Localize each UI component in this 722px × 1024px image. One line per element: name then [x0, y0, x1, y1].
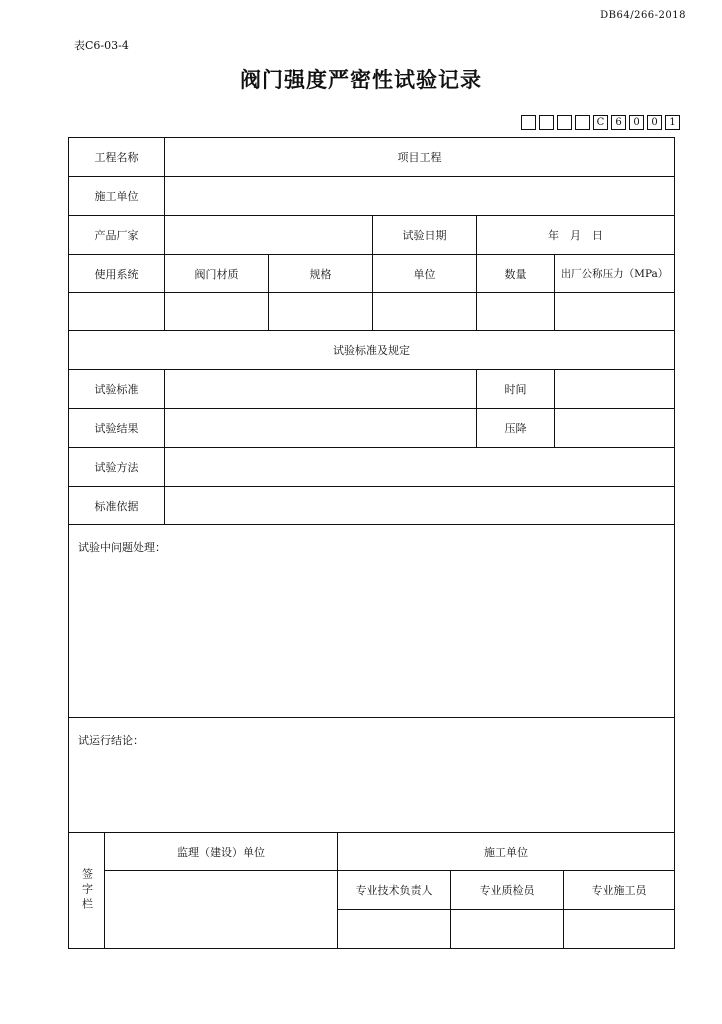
problems-section[interactable]	[68, 524, 675, 718]
unit-field[interactable]	[372, 292, 477, 331]
problems-label: 试验中问题处理：	[78, 541, 166, 554]
code-box[interactable]	[557, 115, 572, 130]
test-method-label: 试验方法	[68, 447, 165, 487]
code-box: 6	[611, 115, 626, 130]
code-box: 1	[665, 115, 680, 130]
test-standard-field[interactable]	[164, 369, 477, 409]
pressure-label: 出厂公称压力（MPa）	[554, 254, 675, 293]
page-title: 阀门强度严密性试验记录	[240, 67, 482, 92]
pressure-drop-field[interactable]	[554, 408, 675, 448]
code-box: 0	[647, 115, 662, 130]
test-date-label: 试验日期	[372, 215, 477, 255]
signature-label: 签字栏	[68, 832, 105, 949]
form-number: 表C6-03-4	[74, 39, 129, 52]
pressure-drop-label: 压降	[476, 408, 555, 448]
code-box[interactable]	[575, 115, 590, 130]
construction-unit-label: 施工单位	[68, 176, 165, 216]
valve-material-label: 阀门材质	[164, 254, 269, 293]
spec-field[interactable]	[268, 292, 373, 331]
pressure-field[interactable]	[554, 292, 675, 331]
project-name-value[interactable]: 项目工程	[164, 137, 675, 177]
standard-code: DB64/266-2018	[600, 10, 686, 21]
test-result-field[interactable]	[164, 408, 477, 448]
time-label: 时间	[476, 369, 555, 409]
spec-label: 规格	[268, 254, 373, 293]
test-method-field[interactable]	[164, 447, 675, 487]
time-field[interactable]	[554, 369, 675, 409]
conclusion-label: 试运行结论：	[78, 734, 144, 747]
code-box: 0	[629, 115, 644, 130]
supervision-unit-label: 监理（建设）单位	[104, 832, 338, 871]
test-standard-label: 试验标准	[68, 369, 165, 409]
worker-label: 专业施工员	[563, 870, 675, 910]
record-code	[521, 115, 683, 130]
quantity-field[interactable]	[476, 292, 555, 331]
qc-signature-field[interactable]	[450, 909, 564, 949]
test-result-label: 试验结果	[68, 408, 165, 448]
qc-label: 专业质检员	[450, 870, 564, 910]
supervision-signature-field[interactable]	[104, 870, 338, 949]
code-box[interactable]	[539, 115, 554, 130]
quantity-label: 数量	[476, 254, 555, 293]
construction-unit-field[interactable]	[164, 176, 675, 216]
project-name-label: 工程名称	[68, 137, 165, 177]
worker-signature-field[interactable]	[563, 909, 675, 949]
construction-unit-sign-label: 施工单位	[337, 832, 675, 871]
basis-field[interactable]	[164, 486, 675, 525]
tech-lead-signature-field[interactable]	[337, 909, 451, 949]
standards-header: 试验标准及规定	[68, 330, 675, 370]
code-box[interactable]	[521, 115, 536, 130]
valve-material-field[interactable]	[164, 292, 269, 331]
code-box: C	[593, 115, 608, 130]
conclusion-section[interactable]	[68, 717, 675, 833]
system-field[interactable]	[68, 292, 165, 331]
manufacturer-label: 产品厂家	[68, 215, 165, 255]
system-label: 使用系统	[68, 254, 165, 293]
test-date-value[interactable]: 年 月 日	[476, 215, 675, 255]
manufacturer-field[interactable]	[164, 215, 373, 255]
unit-label: 单位	[372, 254, 477, 293]
basis-label: 标准依据	[68, 486, 165, 525]
tech-lead-label: 专业技术负责人	[337, 870, 451, 910]
